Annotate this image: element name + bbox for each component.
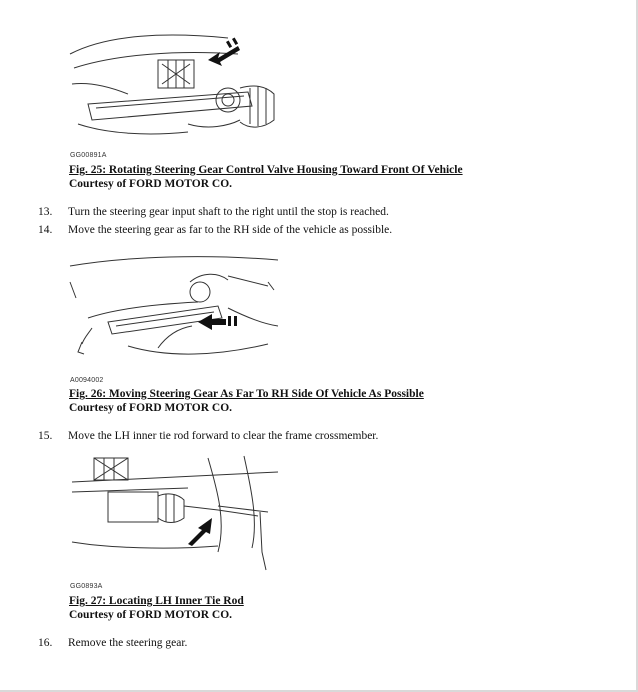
figure-26-courtesy: Courtesy of FORD MOTOR CO. <box>69 402 233 414</box>
step-14-number: 14. <box>38 224 53 236</box>
steering-gear-valve-drawing <box>68 24 280 149</box>
figure-26-caption <box>69 387 424 415</box>
figure-27-title: Fig. 27: Locating LH Inner Tie Rod <box>69 595 244 607</box>
step-16-text: Remove the steering gear. <box>68 637 188 649</box>
step-16 <box>38 636 187 650</box>
step-14-text: Move the steering gear as far to the RH side of the vehicle as possible. <box>68 224 393 236</box>
step-13-number: 13. <box>38 206 53 218</box>
figure-26-title: Fig. 26: Moving Steering Gear As Far To RH Side Of Vehicle As Possible <box>69 388 424 400</box>
step-15-text: Move the LH inner tie rod forward to clear the frame crossmember. <box>68 430 379 442</box>
step-13 <box>38 205 389 219</box>
step-16-number: 16. <box>38 637 53 649</box>
figure-27-courtesy: Courtesy of FORD MOTOR CO. <box>69 609 233 621</box>
figure-26-code: A0094002 <box>70 377 104 384</box>
figure-27-caption <box>69 594 244 622</box>
figure-25-code: GG00891A <box>70 152 107 159</box>
step-14 <box>38 223 392 237</box>
figure-26-illustration <box>68 248 280 376</box>
figure-27-code: GG0893A <box>70 583 103 590</box>
inner-tie-rod-drawing <box>68 452 280 582</box>
figure-25-illustration <box>68 24 280 149</box>
step-15 <box>38 429 378 443</box>
steering-gear-rh-drawing <box>68 248 280 376</box>
figure-27-illustration <box>68 452 280 582</box>
figure-25-caption <box>69 163 463 191</box>
step-15-number: 15. <box>38 430 53 442</box>
step-13-text: Turn the steering gear input shaft to the right until the stop is reached. <box>68 206 389 218</box>
figure-25-title: Fig. 25: Rotating Steering Gear Control Valve Housing Toward Front Of Vehicle <box>69 164 463 176</box>
figure-25-courtesy: Courtesy of FORD MOTOR CO. <box>69 178 233 190</box>
